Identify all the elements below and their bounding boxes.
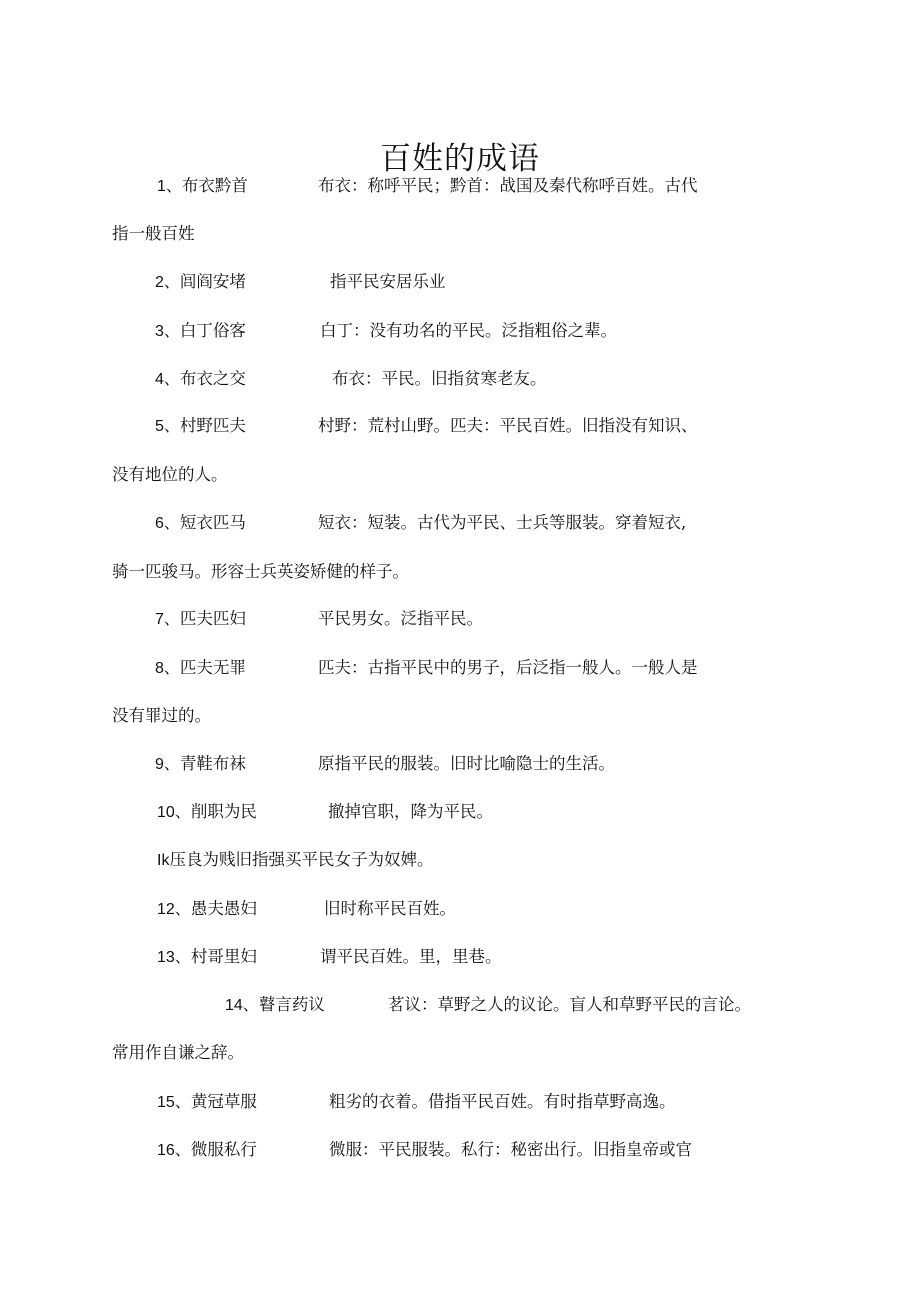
entry-12 (157, 897, 456, 921)
entry-definition: 平民男女。泛指平民。 (318, 609, 483, 628)
entry-definition: 粗劣的衣着。借指平民百姓。有时指草野高逸。 (329, 1092, 676, 1111)
entry-16 (157, 1138, 692, 1162)
entry-number: 12、 (157, 901, 191, 918)
entry-term: 布衣黔首 (181, 176, 248, 195)
entry-definition: 微服：平民服装。私行：秘密出行。旧指皇帝或官 (329, 1140, 692, 1159)
entry-term: 匹夫匹妇 (179, 609, 246, 628)
entry-number: 13、 (157, 949, 191, 966)
entry-number: 2、 (155, 274, 180, 291)
entry-term: 压良为贱旧指强买平民女子为奴婢。 (169, 850, 434, 869)
entry-term: 村野匹夫 (179, 416, 246, 435)
entry-number: 4、 (155, 371, 180, 388)
entry-14-continuation: 常用作自谦之辞。 (112, 1043, 244, 1062)
entry-number: 3、 (155, 323, 180, 340)
entry-definition: 撤掉官职，降为平民。 (328, 802, 493, 821)
entry-15 (157, 1090, 676, 1114)
entry-term: 黄冠草服 (190, 1092, 257, 1111)
entry-definition: 白丁：没有功名的平民。泛指粗俗之辈。 (320, 321, 617, 340)
entry-14 (225, 993, 751, 1017)
entry-definition: 原指平民的服装。旧时比喻隐士的生活。 (318, 754, 615, 773)
entry-definition: 短衣：短装。古代为平民、士兵等服装。穿着短衣, (318, 513, 687, 532)
entry-term: 短衣匹马 (179, 513, 246, 532)
entry-6 (155, 511, 687, 535)
entry-term: 微服私行 (190, 1140, 257, 1159)
entry-7 (155, 607, 483, 631)
entry-term: 村哥里妇 (190, 947, 257, 966)
entry-term: 青鞋布袜 (179, 754, 246, 773)
entry-number: 16、 (157, 1142, 191, 1159)
entry-definition: 村野：荒村山野。匹夫：平民百姓。旧指没有知识、 (318, 416, 698, 435)
entry-4 (155, 367, 547, 391)
entry-number: 1、 (157, 178, 182, 195)
entry-term: 白丁俗客 (179, 321, 246, 340)
entry-definition: 匹夫：古指平民中的男子，后泛指一般人。一般人是 (318, 658, 698, 677)
entry-term: 闾阎安堵 (179, 272, 246, 291)
entry-term: 削职为民 (190, 802, 257, 821)
entry-definition: 谓平民百姓。里，里巷。 (320, 947, 502, 966)
entry-13 (157, 945, 502, 969)
entry-definition: 布衣：称呼平民；黔首：战国及秦代称呼百姓。古代 (318, 176, 698, 195)
entry-1-continuation: 指一般百姓 (112, 224, 195, 243)
entry-5 (155, 414, 698, 438)
entry-term: 布衣之交 (179, 369, 246, 388)
entry-definition: 旧时称平民百姓。 (324, 899, 456, 918)
entry-10 (157, 800, 493, 824)
entry-2 (155, 270, 446, 294)
entry-1 (157, 174, 698, 198)
entry-number: 6、 (155, 515, 180, 532)
entry-term: 愚夫愚妇 (190, 899, 257, 918)
entry-number: 9、 (155, 756, 180, 773)
entry-number: 5、 (155, 418, 180, 435)
entry-definition: 布衣：平民。旧指贫寒老友。 (332, 369, 547, 388)
entry-5-continuation: 没有地位的人。 (112, 465, 228, 484)
entry-number: 7、 (155, 611, 180, 628)
entry-number: 15、 (157, 1094, 191, 1111)
entry-number: 8、 (155, 660, 180, 677)
entry-3 (155, 319, 617, 343)
entry-6-continuation: 骑一匹骏马。形容士兵英姿矫健的样子。 (112, 562, 409, 581)
entry-definition: 指平民安居乐业 (330, 272, 446, 291)
entry-term: 匹夫无罪 (179, 658, 246, 677)
entry-11 (157, 848, 433, 872)
page-title: 百姓的成语 (380, 140, 540, 177)
entry-term: 瞽言药议 (258, 995, 325, 1014)
entry-definition: 茗议：草野之人的议论。盲人和草野平民的言论。 (388, 995, 751, 1014)
entry-number: Ik (157, 852, 170, 869)
entry-8 (155, 656, 698, 680)
entry-8-continuation: 没有罪过的。 (112, 706, 211, 725)
entry-number: 10、 (157, 804, 191, 821)
entry-9 (155, 752, 615, 776)
entry-number: 14、 (225, 997, 259, 1014)
